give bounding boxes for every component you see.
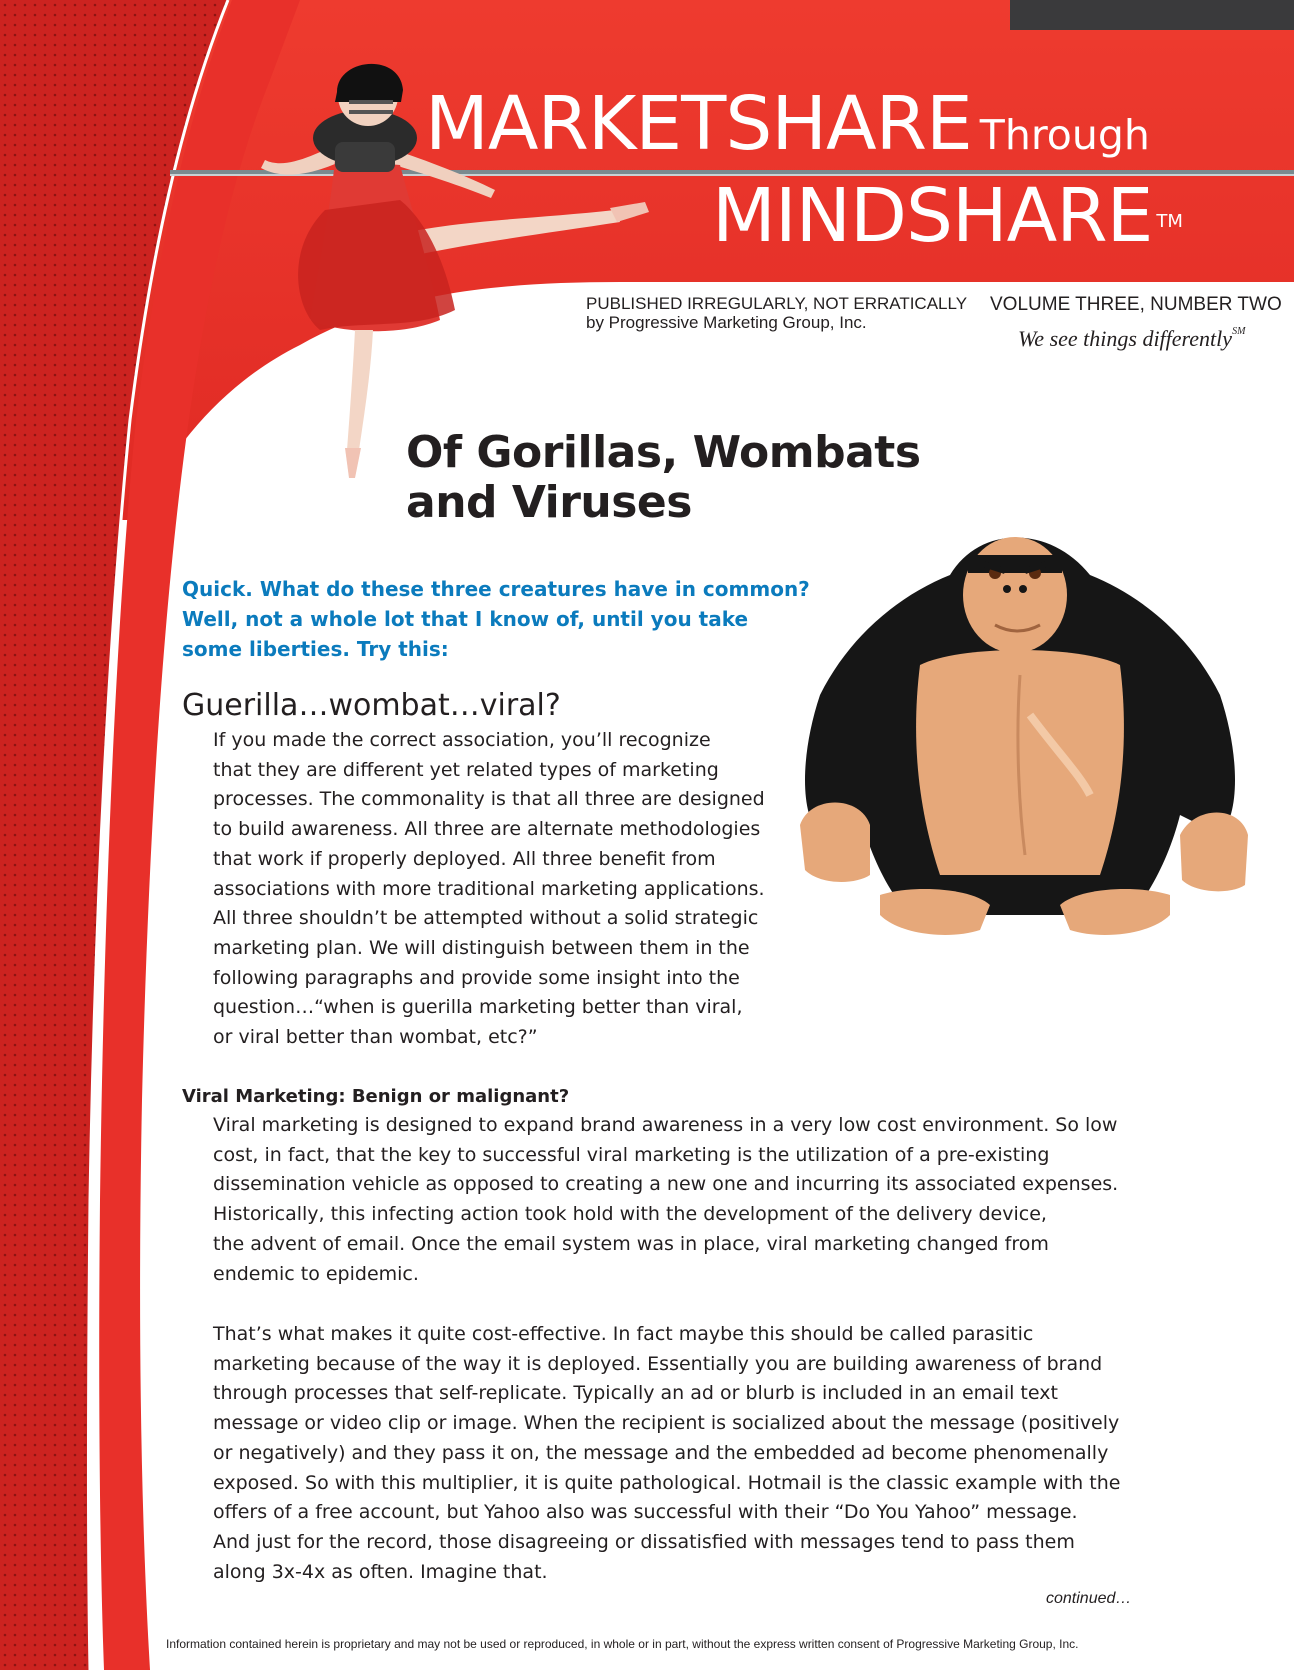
text-line: message or video clip or image. When the recipient is socialized about the message (positively — [213, 1412, 1120, 1435]
service-mark: SM — [1232, 326, 1246, 337]
text-line: to build awareness. All three are alternate methodologies — [213, 818, 761, 841]
text-line: or viral better than wombat, etc?” — [213, 1026, 538, 1049]
gorilla-illustration — [800, 515, 1250, 975]
text-line: marketing plan. We will distinguish between them in the — [213, 936, 750, 959]
article-subhead: Guerilla…wombat…viral? — [182, 688, 561, 723]
text-line: through processes that self-replicate. Typically an ad or blurb is included in an email text — [213, 1382, 1058, 1405]
text-line: That’s what makes it quite cost-effective. In fact maybe this should be called parasitic — [213, 1323, 1034, 1345]
publication-line2: by Progressive Marketing Group, Inc. — [586, 313, 867, 332]
text-line: If you made the correct association, you’ll recognize — [213, 729, 711, 751]
masthead-title-line1 — [425, 81, 1150, 175]
headline-line1: Of Gorillas, Wombats — [406, 427, 921, 478]
intro-line: some liberties. Try this: — [182, 637, 449, 661]
intro-line: Quick. What do these three creatures have in common? — [182, 577, 810, 601]
text-line: that they are different yet related types of marketing — [213, 758, 719, 781]
text-line: dissemination vehicle as opposed to creating a new one and incurring its associated expenses. — [213, 1173, 1119, 1196]
text-line: And just for the record, those disagreeing or dissatisfied with messages tend to pass them — [213, 1530, 1075, 1553]
text-line: along 3x-4x as often. Imagine that. — [213, 1560, 548, 1583]
text-line: marketing because of the way it is deployed. Essentially you are building awareness of brand — [213, 1352, 1103, 1375]
article-intro — [182, 574, 822, 664]
paragraph-2 — [213, 1111, 1173, 1289]
intro-line: Well, not a whole lot that I know of, until you take — [182, 607, 749, 631]
text-line: exposed. So with this multiplier, it is quite pathological. Hotmail is the classic example with the — [213, 1471, 1121, 1494]
text-line: cost, in fact, that the key to successful viral marketing is the utilization of a pre-existing — [213, 1143, 1050, 1166]
top-dark-tab — [1010, 0, 1294, 30]
paragraph-3 — [213, 1320, 1173, 1587]
volume-info: VOLUME THREE, NUMBER TWO — [990, 294, 1282, 315]
publication-line1: PUBLISHED IRREGULARLY, NOT ERRATICALLY — [586, 294, 968, 313]
text-line: the advent of email. Once the email system was in place, viral marketing changed from — [213, 1232, 1049, 1255]
text-line: All three shouldn’t be attempted without a solid strategic — [213, 907, 759, 930]
section-heading: Viral Marketing: Benign or malignant? — [182, 1086, 570, 1107]
text-line: endemic to epidemic. — [213, 1262, 419, 1285]
title-marketshare: MARKETSHARE — [425, 81, 972, 167]
article-headline — [406, 428, 966, 528]
headline-line2: and Viruses — [406, 477, 692, 528]
motto — [1018, 326, 1245, 352]
trademark-mark: TM — [1156, 211, 1183, 232]
text-line: Viral marketing is designed to expand brand awareness in a very low cost environment. So low — [213, 1114, 1118, 1136]
text-line: that work if properly deployed. All three benefit from — [213, 847, 716, 870]
text-line: offers of a free account, but Yahoo also was successful with their “Do You Yahoo” message. — [213, 1501, 1078, 1524]
masthead-title-line2 — [712, 173, 1183, 259]
text-line: question…“when is guerilla marketing better than viral, — [213, 996, 743, 1019]
publication-info — [586, 294, 967, 332]
title-mindshare: MINDSHARE — [712, 173, 1153, 259]
text-line: associations with more traditional marketing applications. — [213, 877, 765, 900]
text-line: processes. The commonality is that all three are designed — [213, 788, 765, 811]
motto-text: We see things differently — [1018, 326, 1233, 351]
continued-label: continued… — [1046, 1590, 1132, 1607]
text-line: or negatively) and they pass it on, the message and the embedded ad become phenomenally — [213, 1441, 1109, 1464]
text-line: following paragraphs and provide some insight into the — [213, 966, 740, 989]
footer-disclaimer: Information contained herein is proprietary and may not be used or reproduced, in whole or in part, without the express written consent of Progressive Marketing Group, Inc. — [166, 1637, 1079, 1651]
paragraph-1 — [213, 726, 803, 1053]
title-through: Through — [979, 111, 1150, 159]
text-line: Historically, this infecting action took hold with the development of the delivery device, — [213, 1203, 1047, 1226]
